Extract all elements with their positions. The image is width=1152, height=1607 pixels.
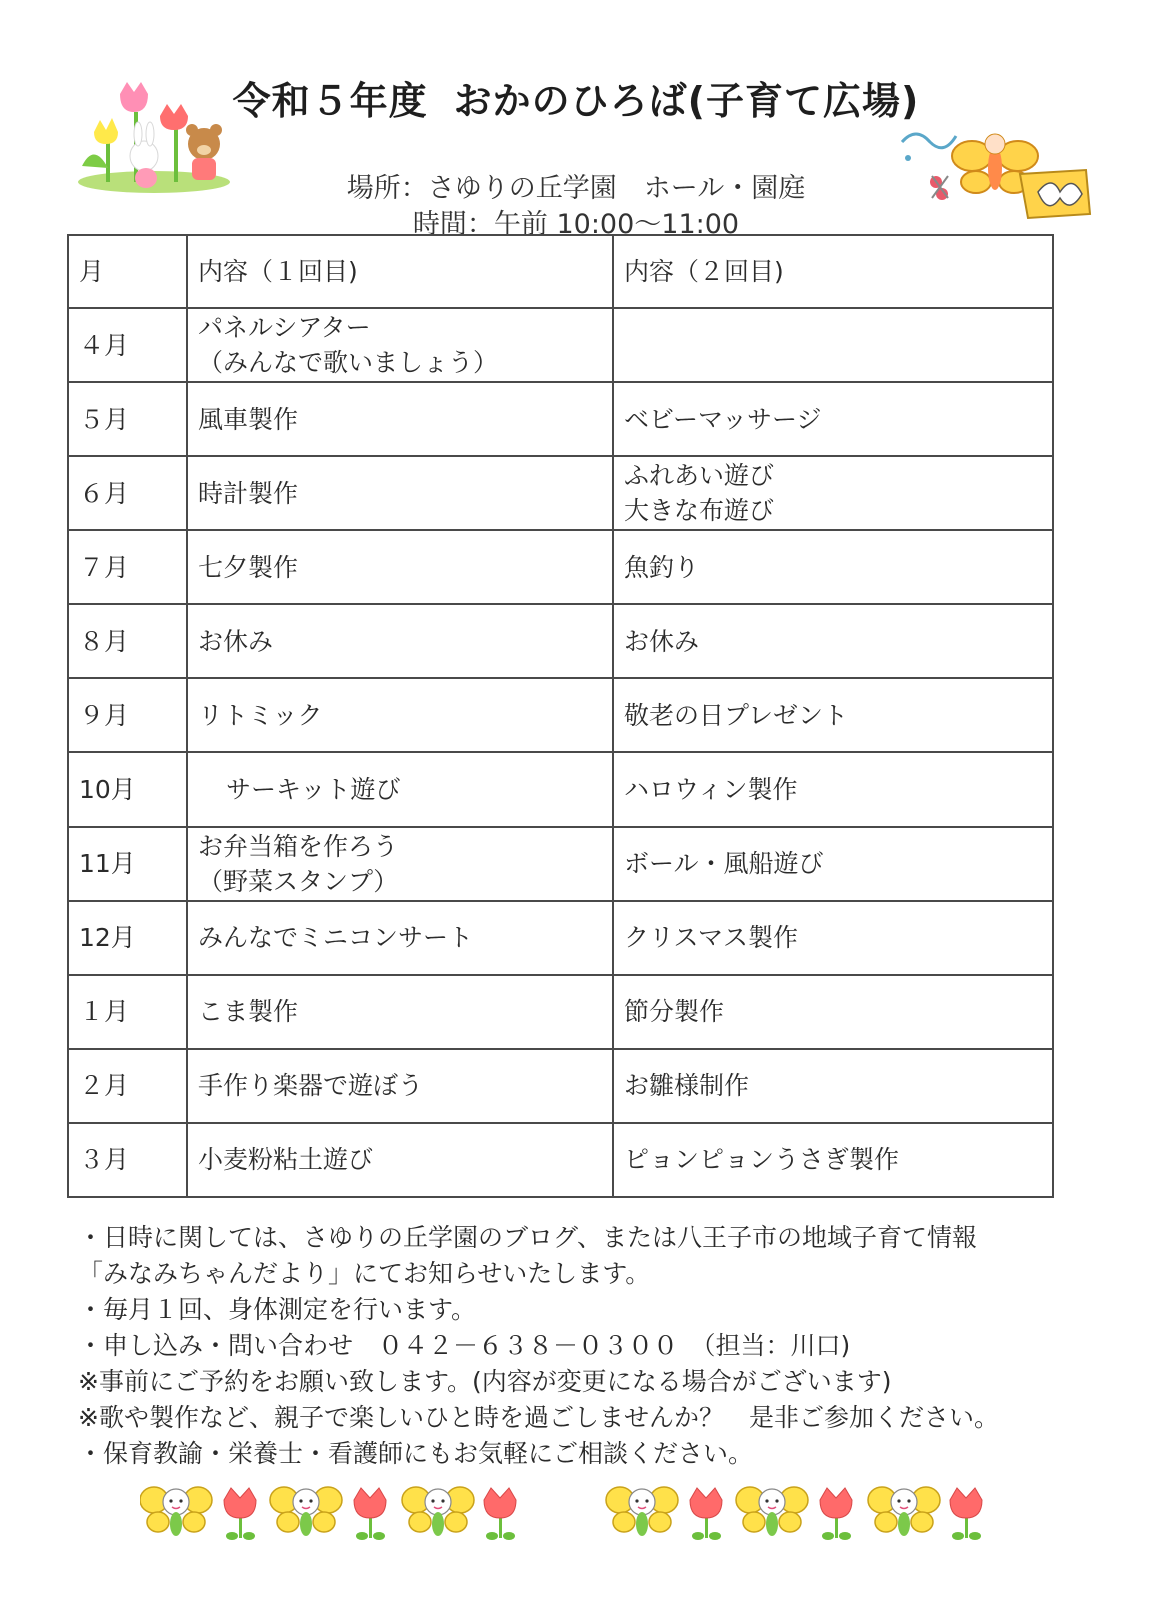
header-first-session: 内容（１回目)	[187, 235, 613, 308]
place-info: 場所：さゆりの丘学園 ホール・園庭	[346, 173, 806, 204]
activity-text: 大きな布遊び	[624, 496, 775, 526]
activity-text: お休み	[624, 626, 700, 656]
month-cell: ２月	[68, 1049, 187, 1123]
second-session-cell	[613, 678, 1053, 752]
month-cell: 10月	[68, 752, 187, 826]
header-second-session: 内容（２回目)	[613, 235, 1053, 308]
activity-text: ピョンピョンうさぎ製作	[624, 1145, 900, 1175]
activity-text: パネルシアター	[198, 313, 371, 343]
month-cell: ９月	[68, 678, 187, 752]
month-cell: １月	[68, 975, 187, 1049]
note-line: ※歌や製作など、親子で楽しいひと時を過ごしませんか？ 是非ご参加ください。	[78, 1403, 999, 1432]
activity-text: クリスマス製作	[624, 923, 799, 953]
note-line: ・日時に関しては、さゆりの丘学園のブログ、または八王子市の地域子育て情報	[78, 1223, 978, 1252]
header-month: 月	[68, 235, 187, 308]
activity-text: 敬老の日プレゼント	[624, 700, 849, 730]
activity-text: （野菜スタンプ）	[198, 866, 399, 896]
note-line: 「みなみちゃんだより」にてお知らせいたします。	[78, 1259, 651, 1288]
first-session-cell	[187, 1049, 613, 1123]
tulips-bunny-bear-illustration	[74, 82, 234, 194]
table-row	[68, 678, 1053, 752]
activity-text: お弁当箱を作ろう	[198, 831, 399, 861]
table-header-row	[68, 235, 1053, 308]
activity-text: 魚釣り	[624, 552, 700, 582]
activity-text: 小麦粉粘土遊び	[198, 1145, 374, 1175]
second-session-cell	[613, 752, 1053, 826]
first-session-cell	[187, 308, 613, 382]
note-line: ・申し込み・問い合わせ ０４２－６３８－０３００ （担当：川口)	[78, 1331, 851, 1360]
activity-text: 節分製作	[624, 997, 725, 1027]
first-session-cell	[187, 1123, 613, 1197]
month-cell: 12月	[68, 901, 187, 975]
activity-text: みんなでミニコンサート	[198, 923, 474, 953]
activity-text: ふれあい遊び	[624, 461, 775, 491]
activity-text: お雛様制作	[624, 1071, 750, 1101]
tulip-icon	[690, 1488, 722, 1540]
butterfly-icon	[606, 1487, 678, 1536]
schedule-table	[67, 234, 1054, 1198]
butterfly-icon	[270, 1487, 342, 1536]
first-session-cell	[187, 901, 613, 975]
second-session-cell	[613, 1049, 1053, 1123]
activity-text: 手作り楽器で遊ぼう	[198, 1071, 424, 1101]
note-line: ※事前にご予約をお願い致します。(内容が変更になる場合がございます)	[78, 1367, 892, 1396]
first-session-cell	[187, 604, 613, 678]
tulip-icon	[224, 1488, 256, 1540]
butterfly-icon	[402, 1487, 474, 1536]
tulip-icon	[354, 1488, 386, 1540]
table-row	[68, 975, 1053, 1049]
butterfly-icon	[736, 1487, 808, 1536]
first-session-cell	[187, 530, 613, 604]
title-year: 令和５年度	[232, 79, 428, 123]
month-cell: ６月	[68, 456, 187, 530]
activity-text: お休み	[198, 626, 274, 656]
first-session-cell	[187, 827, 613, 901]
tulip-icon	[820, 1488, 852, 1540]
table-row	[68, 382, 1053, 456]
table-row	[68, 456, 1053, 530]
second-session-cell	[613, 530, 1053, 604]
activity-text: ベビーマッサージ	[624, 404, 822, 434]
first-session-cell	[187, 382, 613, 456]
activity-text: 時計製作	[198, 478, 299, 508]
tulip-icon	[484, 1488, 516, 1540]
second-session-cell	[613, 456, 1053, 530]
butterfly-icon	[140, 1487, 212, 1536]
table-row	[68, 752, 1053, 826]
activity-text: 七夕製作	[198, 552, 299, 582]
activity-text: ハロウィン製作	[624, 774, 798, 804]
second-session-cell	[613, 1123, 1053, 1197]
month-cell: ５月	[68, 382, 187, 456]
month-cell: ３月	[68, 1123, 187, 1197]
second-session-cell	[613, 975, 1053, 1049]
tulip-icon	[950, 1488, 982, 1540]
first-session-cell	[187, 752, 613, 826]
table-row	[68, 530, 1053, 604]
table-row	[68, 308, 1053, 382]
activity-text: リトミック	[198, 700, 323, 730]
butterfly-crafts-illustration	[896, 122, 1096, 222]
table-row	[68, 1123, 1053, 1197]
second-session-cell	[613, 308, 1053, 382]
second-session-cell	[613, 604, 1053, 678]
month-cell: 11月	[68, 827, 187, 901]
butterfly-icon	[868, 1487, 940, 1536]
month-cell: ４月	[68, 308, 187, 382]
note-line: ・毎月１回、身体測定を行います。	[78, 1295, 477, 1324]
second-session-cell	[613, 901, 1053, 975]
table-row	[68, 1049, 1053, 1123]
second-session-cell	[613, 827, 1053, 901]
title-name: おかのひろば(子育て広場)	[453, 79, 920, 123]
first-session-cell	[187, 975, 613, 1049]
table-row	[68, 604, 1053, 678]
table-row	[68, 901, 1053, 975]
month-cell: ８月	[68, 604, 187, 678]
activity-text: こま製作	[198, 997, 299, 1027]
butterfly-tulip-border	[140, 1476, 1020, 1548]
time-info: 時間：午前 10:00～11:00	[412, 209, 740, 240]
notes-section	[78, 1220, 1098, 1472]
first-session-cell	[187, 678, 613, 752]
activity-text: サーキット遊び	[226, 774, 401, 804]
first-session-cell	[187, 456, 613, 530]
activity-text: （みんなで歌いましょう）	[198, 348, 499, 378]
table-row	[68, 827, 1053, 901]
activity-text: 風車製作	[198, 404, 299, 434]
note-line: ・保育教諭・栄養士・看護師にもお気軽にご相談ください。	[78, 1439, 754, 1468]
schedule-table-body	[68, 235, 1053, 1197]
month-cell: ７月	[68, 530, 187, 604]
activity-text: ボール・風船遊び	[624, 849, 824, 879]
second-session-cell	[613, 382, 1053, 456]
